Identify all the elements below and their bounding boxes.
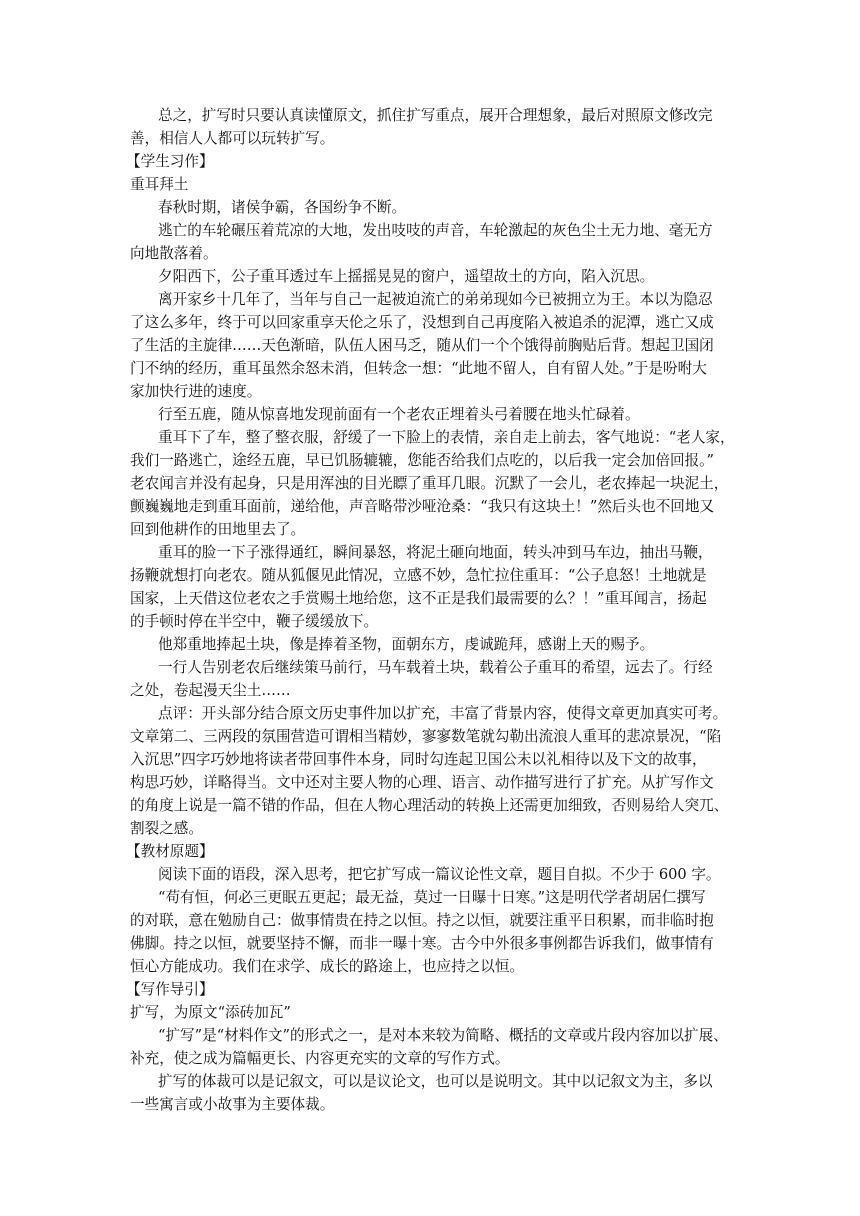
text-line: 国家，上天借这位老农之手赏赐土地给您，这不正是我们最需要的么？！”重耳闻言，扬起: [130, 590, 707, 607]
text-line: 了这么多年，终于可以回家重享天伦之乐了，没想到自己再度陷入被追杀的泥潭，逃亡又成: [130, 314, 714, 331]
text-line: 我们一路逃亡，途经五鹿，早已饥肠辘辘，您能否给我们点吃的，以后我一定会加倍回报。”: [130, 452, 714, 469]
text-line: 春秋时期，诸侯争霸，各国纷争不断。: [158, 199, 407, 216]
comment-line: 点评：开头部分结合原文历史事件加以扩充，丰富了背景内容，使得文章更加真实可考。: [158, 705, 728, 722]
text-line: 他郑重地捧起土块，像是捧着圣物，面朝东方，虔诚跪拜，感谢上天的赐予。: [158, 636, 655, 653]
comment-line: 构思巧妙，详略得当。文中还对主要人物的心理、语言、动作描写进行了扩充。从扩写作文: [130, 774, 714, 791]
comment-line: 文章第二、三两段的氛围营造可谓相当精妙，寥寥数笔就勾勒出流浪人重耳的悲凉景况，“陷: [130, 728, 722, 745]
text-line: 扬鞭就想打向老农。随从狐偃见此情况，立感不妙，急忙拉住重耳：“公子息怒！土地就是: [130, 567, 707, 584]
text-line: 佛脚。持之以恒，就要坚持不懈，而非一曝十寒。古今中外很多事例都告诉我们，做事情有: [130, 935, 714, 952]
text-line: “扩写”是“材料作文”的形式之一，是对本来较为简略、概括的文章或片段内容加以扩展、: [158, 1027, 728, 1044]
subheading: 扩写，为原文“添砖加瓦”: [130, 1004, 291, 1021]
section-heading-student-work: 【学生习作】: [126, 153, 214, 170]
text-line: 重耳下了车，整了整衣服，舒缓了一下脸上的表情，亲自走上前去，客气地说：“老人家，: [158, 429, 735, 446]
text-line: “苟有恒，何必三更眠五更起；最无益，莫过一日曝十日寒。”这是明代学者胡居仁撰写: [158, 889, 706, 906]
text-line: 的对联，意在勉励自己：做事情贵在持之以恒。持之以恒，就要注重平日积累，而非临时抱: [130, 912, 714, 929]
text-line: 离开家乡十几年了，当年与自己一起被迫流亡的弟弟现如今已被拥立为王。本以为隐忍: [158, 291, 713, 308]
text-line: 扩写的体裁可以是记叙文，可以是议论文，也可以是说明文。其中以记叙文为主，多以: [158, 1073, 713, 1090]
text-line: 行至五鹿，随从惊喜地发现前面有一个老农正埋着头弓着腰在地头忙碌着。: [158, 406, 640, 423]
text-line: 逃亡的车轮碾压着荒凉的大地，发出吱吱的声音，车轮激起的灰色尘土无力地、毫无方: [158, 222, 713, 239]
text-line: 门不纳的经历，重耳虽然余怒未消，但转念一想：“此地不留人，自有留人处。”于是吩咐大: [130, 360, 707, 377]
text-line: 向地散落着。: [130, 245, 218, 262]
text-line: 颤巍巍地走到重耳面前，递给他，声音略带沙哑沧桑：“我只有这块土！”然后头也不回地又: [130, 498, 715, 515]
text-line: 阅读下面的语段，深入思考，把它扩写成一篇议论性文章，题目自拟。不少于 600 字。: [158, 866, 721, 883]
text-line: 一些寓言或小故事为主要体裁。: [130, 1096, 335, 1113]
text-line: 的手顿时停在半空中，鞭子缓缓放下。: [130, 613, 379, 630]
text-line: 恒心方能成功。我们在求学、成长的路途上，也应持之以恒。: [130, 958, 525, 975]
text-line: 一行人告别老农后继续策马前行，马车载着土块，载着公子重耳的希望，远去了。行经: [158, 659, 713, 676]
essay-title: 重耳拜土: [130, 176, 189, 193]
text-line: 善，相信人人都可以玩转扩写。: [130, 130, 335, 147]
section-heading-textbook-question: 【教材原题】: [126, 843, 214, 860]
text-line: 夕阳西下，公子重耳透过车上摇摇晃晃的窗户，遥望故土的方向，陷入沉思。: [158, 268, 655, 285]
text-line: 家加快行进的速度。: [130, 383, 262, 400]
text-line: 之处，卷起漫天尘土……: [130, 682, 291, 699]
text-line: 补充，使之成为篇幅更长、内容更充实的文章的写作方式。: [130, 1050, 510, 1067]
text-line: 老农闻言并没有起身，只是用浑浊的目光瞟了重耳几眼。沉默了一会儿，老农捧起一块泥土，: [130, 475, 729, 492]
comment-line: 入沉思”四字巧妙地将读者带回事件本身，同时勾连起卫国公未以礼相待以及下文的故事，: [130, 751, 707, 768]
comment-line: 割裂之感。: [130, 820, 203, 837]
text-line: 重耳的脸一下子涨得通红，瞬间暴怒，将泥土砸向地面，转头冲到马车边，抽出马鞭，: [158, 544, 713, 561]
text-line: 总之，扩写时只要认真读懂原文，抓住扩写重点，展开合理想象，最后对照原文修改完: [158, 107, 713, 124]
comment-line: 的角度上说是一篇不错的作品，但在人物心理活动的转换上还需更加细致，否则易给人突兀、: [130, 797, 729, 814]
text-line: 了生活的主旋律……天色渐暗，队伍人困马乏，随从们一个个饿得前胸贴后背。想起卫国闭: [130, 337, 714, 354]
section-heading-writing-guide: 【写作导引】: [126, 981, 214, 998]
text-line: 回到他耕作的田地里去了。: [130, 521, 306, 538]
